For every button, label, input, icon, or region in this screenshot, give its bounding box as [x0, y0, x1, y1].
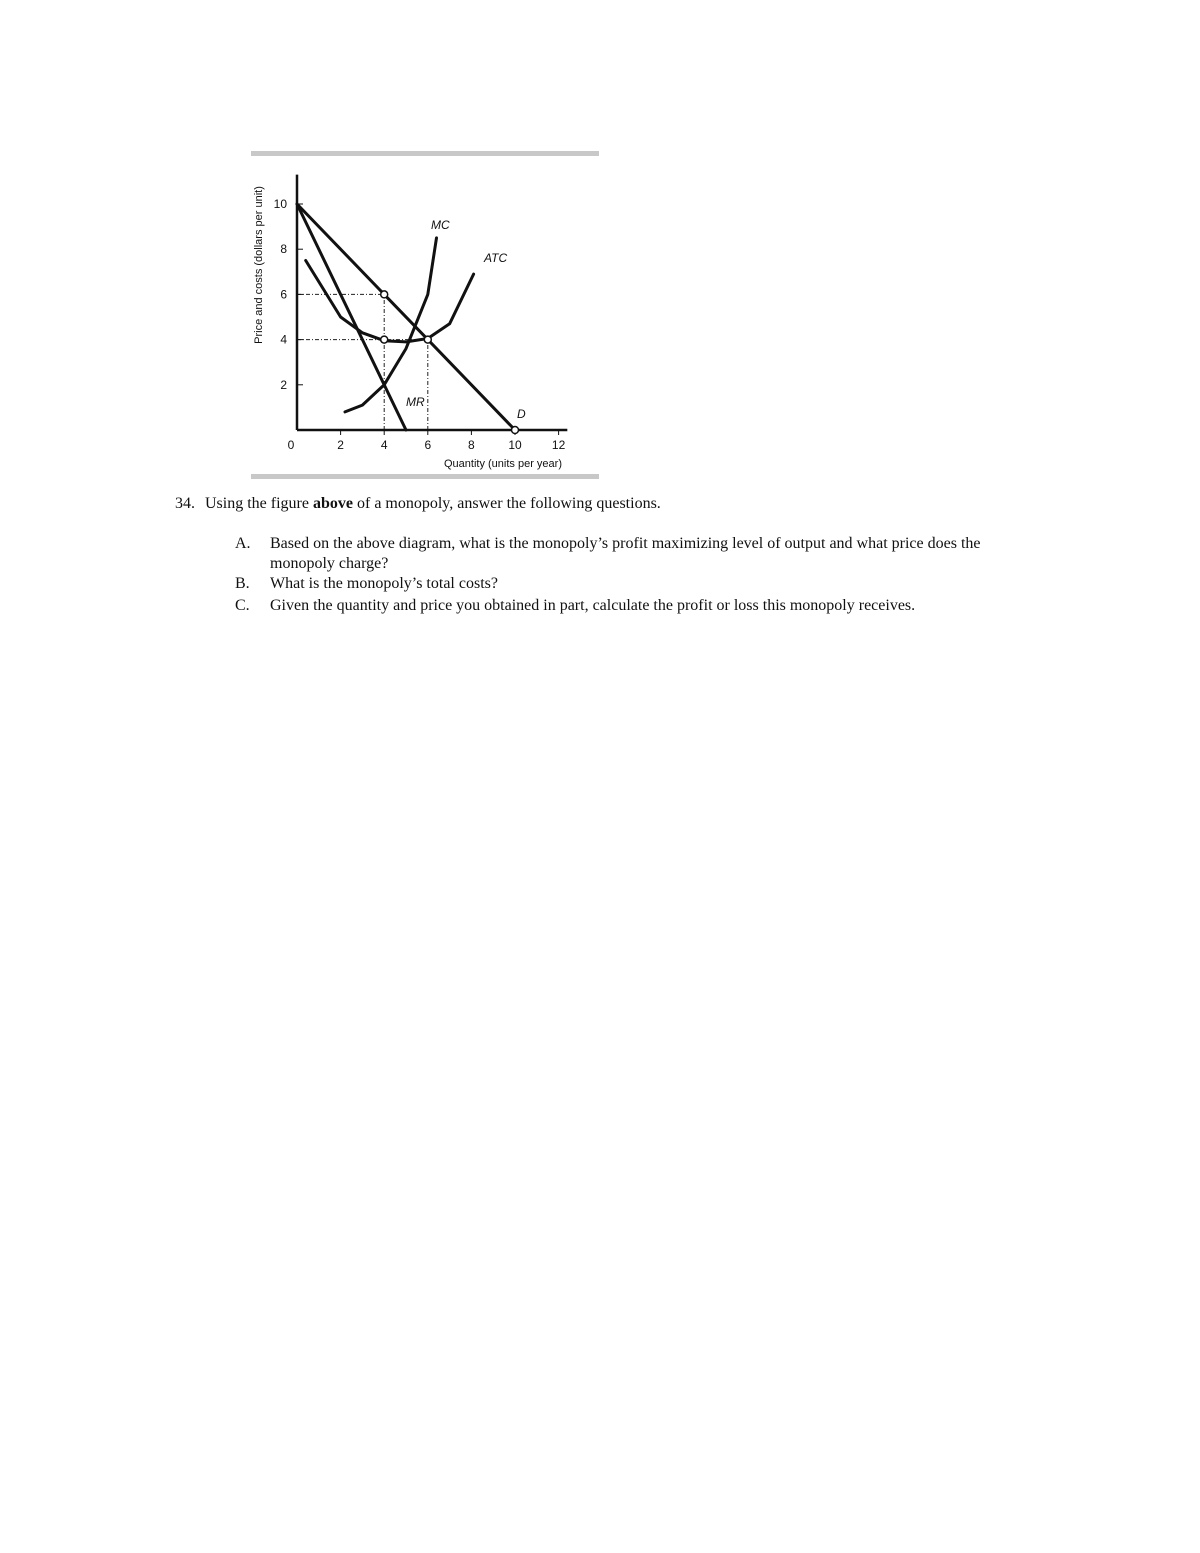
- sub-question-a: [235, 534, 1015, 574]
- sub-question-text: What is the monopoly’s total costs?: [270, 575, 498, 592]
- sub-question-text: Based on the above diagram, what is the monopoly’s profit maximizing level of output and what price does the monopoly charge?: [270, 535, 981, 572]
- series-label-d: D: [517, 407, 526, 421]
- x-tick-label-6: 6: [424, 438, 432, 452]
- x-tick-label-4: 4: [380, 438, 388, 452]
- x-tick-label-8: 8: [468, 438, 475, 452]
- marked-point-3: [512, 427, 519, 434]
- y-tick-label-8: 8: [280, 242, 287, 257]
- question-text-before: Using the figure: [205, 495, 313, 512]
- figure-top-border: [251, 151, 599, 156]
- sub-question-text: Given the quantity and price you obtained in part, calculate the profit or loss this monopoly receives.: [270, 597, 916, 614]
- sub-question-label: C.: [235, 597, 250, 614]
- series-label-mr: MR: [406, 395, 425, 409]
- monopoly-chart: [245, 145, 605, 485]
- marked-point-0: [381, 291, 388, 298]
- marked-point-1: [381, 336, 388, 343]
- question-number: 34.: [175, 495, 195, 512]
- x-tick-label-10: 10: [508, 438, 522, 452]
- x-tick-label-0: 0: [287, 438, 295, 452]
- curve-mc: [345, 238, 437, 412]
- x-tick-label-2: 2: [337, 438, 344, 452]
- sub-question-label: B.: [235, 575, 250, 592]
- sub-question-label: A.: [235, 535, 251, 552]
- series-label-mc: MC: [431, 218, 450, 232]
- series-label-atc: ATC: [484, 251, 508, 265]
- question-bold-word: above: [312, 495, 353, 512]
- marked-point-2: [424, 336, 431, 343]
- y-tick-label-6: 6: [280, 287, 287, 302]
- y-tick-label-2: 2: [280, 377, 287, 392]
- question-text-after: of a monopoly, answer the following questions.: [352, 495, 661, 512]
- sub-question-c: [235, 596, 1015, 616]
- x-tick-label-12: 12: [551, 438, 566, 452]
- y-tick-label-4: 4: [280, 332, 287, 347]
- figure-bottom-border: [251, 474, 599, 479]
- question-34: [175, 494, 1075, 514]
- x-axis-label: Quantity (units per year): [444, 458, 562, 470]
- sub-question-b: [235, 574, 1015, 594]
- curve-mr: [297, 204, 406, 430]
- y-axis-label: Price and costs (dollars per unit): [253, 186, 265, 344]
- y-tick-label-10: 10: [273, 197, 287, 211]
